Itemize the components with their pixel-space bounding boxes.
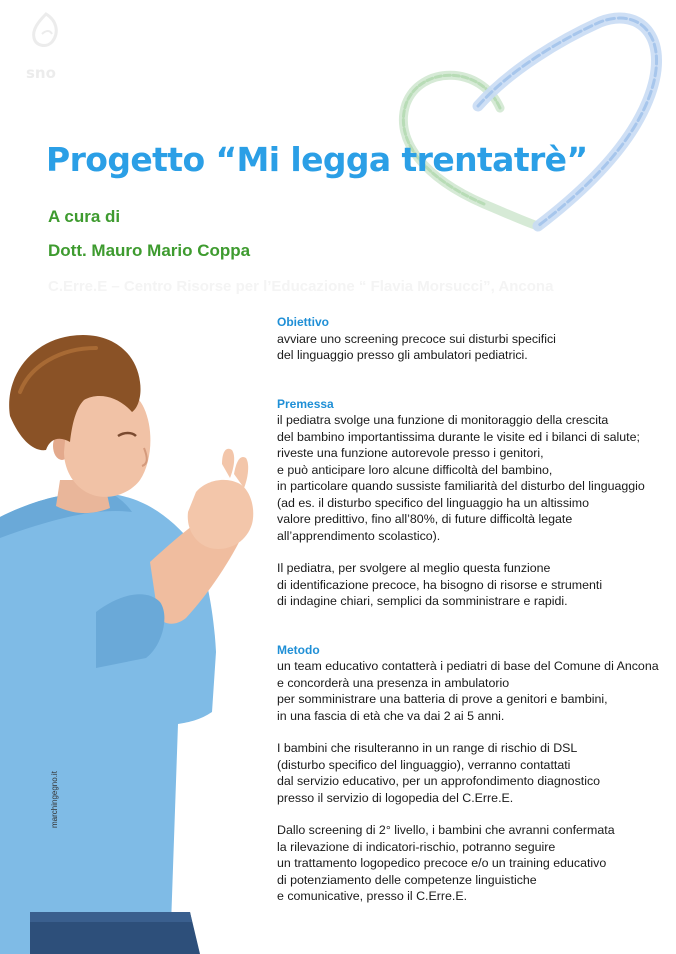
logo — [22, 8, 70, 90]
section-pediatra — [277, 560, 667, 610]
text-line: di identificazione precoce, ha bisogno di risorse e strumenti — [277, 577, 603, 592]
photo-credit-text: marchingegno.it — [50, 771, 59, 828]
text-line: (disturbo specifico del linguaggio), verranno contattati — [277, 757, 571, 772]
content-column — [277, 314, 667, 905]
heart-drawing — [380, 0, 676, 240]
text-line: avviare uno screening precoce sui disturbi specifici — [277, 331, 556, 346]
section-heading-obiettivo: Obiettivo — [277, 315, 330, 329]
affiliation: C.Erre.E – Centro Risorse per l’Educazione “ Flavia Morsucci”, Ancona — [48, 278, 554, 295]
logo-text: sno — [26, 64, 56, 82]
text-line: del bambino importantissima durante le visite ed i bilanci di salute; — [277, 429, 640, 444]
text-line: dal servizio educativo, per un approfondimento diagnostico — [277, 774, 601, 788]
subtitle-label: A cura di — [48, 207, 121, 226]
child-photo — [0, 312, 270, 954]
text-line: il pediatra svolge una funzione di monitoraggio della crescita — [277, 413, 609, 427]
logo-mark-icon — [34, 14, 57, 45]
section-premessa — [277, 396, 667, 545]
text-line: la rilevazione di indicatori-rischio, potranno seguire — [277, 839, 556, 854]
text-line: presso il servizio di logopedia del C.Erre.E. — [277, 790, 514, 805]
section-screening — [277, 822, 667, 905]
text-line: di potenziamento delle competenze linguistiche — [277, 872, 537, 887]
text-line: riveste una funzione autorevole presso i genitori, — [277, 446, 544, 460]
text-line: Il pediatra, per svolgere al meglio questa funzione — [277, 561, 551, 575]
text-line: un trattamento logopedico precoce e/o un training educativo — [277, 856, 607, 870]
text-line: (ad es. il disturbo specifico del linguaggio ha un altissimo — [277, 495, 590, 510]
text-line: Dallo screening di 2° livello, i bambini che avranni confermata — [277, 823, 615, 837]
page-title: Progetto “Mi legga trentatrè” — [46, 140, 588, 179]
section-dsl — [277, 740, 667, 806]
text-line: di indagine chiari, semplici da somministrare e rapidi. — [277, 594, 568, 608]
section-metodo — [277, 642, 667, 725]
text-line: e può anticipare loro alcune difficoltà del bambino, — [277, 462, 553, 477]
text-line: per somministrare una batteria di prove a genitori e bambini, — [277, 692, 608, 706]
text-line: un team educativo contatterà i pediatri di base del Comune di Ancona — [277, 659, 659, 673]
section-heading-premessa: Premessa — [277, 396, 334, 411]
text-line: e comunicative, presso il C.Erre.E. — [277, 889, 468, 903]
text-line: in una fascia di età che va dai 2 ai 5 anni. — [277, 708, 505, 723]
text-line: all’apprendimento scolastico). — [277, 528, 441, 543]
section-obiettivo — [277, 314, 667, 364]
author-name: Dott. Mauro Mario Coppa — [48, 241, 251, 260]
section-heading-metodo: Metodo — [277, 642, 320, 657]
text-line: del linguaggio presso gli ambulatori pediatrici. — [277, 348, 528, 362]
text-line: e concorderà una presenza in ambulatorio — [277, 675, 510, 690]
text-line: in particolare quando sussiste familiarità del disturbo del linguaggio — [277, 479, 645, 493]
child-hands — [188, 480, 254, 549]
text-line: valore predittivo, fino all’80%, di future difficoltà legate — [277, 512, 573, 526]
text-line: I bambini che risulteranno in un range di rischio di DSL — [277, 741, 578, 755]
